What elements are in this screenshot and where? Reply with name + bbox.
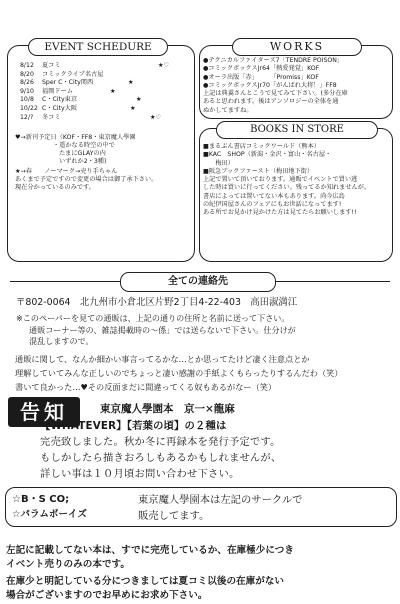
event-name: 福岡ドーム xyxy=(42,87,73,95)
event-mark-icon: ★♡ xyxy=(158,62,170,69)
contact-notes xyxy=(16,313,392,348)
store-note: ある所でお見かけ見かけた方は見てたらお願いします!! xyxy=(203,209,357,217)
notice-badge-label: 告知 xyxy=(20,400,68,424)
event-note-line: たまにGLAYの内 xyxy=(59,150,106,157)
event-date: 10/8 xyxy=(20,96,34,104)
cooperation-circle-2: ☆パラムボーイズ xyxy=(12,509,87,520)
cooperation-circle-1: ☆B・S CO; xyxy=(12,494,70,505)
event-date: 12/? xyxy=(20,113,34,121)
event-item xyxy=(20,71,103,79)
contact-address: 〒802-0064 北九州市小倉北区片野2丁目4-22-403 高田淑満江 xyxy=(16,297,298,308)
event-name: C・City大阪 xyxy=(42,105,78,112)
event-note-line: ・遥かなる時空の中で xyxy=(53,142,115,149)
store-note: 書店によっては置いてない本もあります。尚今広島 xyxy=(203,192,345,200)
notice-line: もしかしたら描きおろしもあるかもしれませんが、 xyxy=(40,452,282,464)
contact-handwritten xyxy=(15,352,393,394)
event-date: 8/12 xyxy=(20,62,34,69)
event-item xyxy=(20,87,116,96)
event-note-line: あくまで予定ですので変更の場合は御了承下さい。 xyxy=(15,176,158,183)
notice-titles: 【WHATEVER】【若葉の頃】の２種は xyxy=(40,420,227,432)
works-list xyxy=(203,57,389,115)
contact-note-line: 通販コーナー等の、雑誌掲載時の〜係」では送らないで下さい。仕分けが xyxy=(29,324,296,335)
notice-circle: 東京魔人學園本 京一×龍麻 xyxy=(100,403,235,415)
store-title: BOOKS IN STORE xyxy=(216,121,378,139)
contact-note-line: ※このペーパーを見ての通販は、上記の通りの住所と名前に送って下さい。 xyxy=(16,313,290,323)
work-item: ●コミックボックスJr70「がんばれ大将！」FF8 xyxy=(203,81,337,89)
store-list xyxy=(203,143,389,218)
store-note: の紀伊国屋さんのフェアにもお世話になってます! xyxy=(203,201,342,209)
store-item: ■KAC SHOP（新潟・金沢・富山・名古屋・ xyxy=(203,151,332,159)
notice-line: 詳しい事は１０月頃お問い合わせ下さい。 xyxy=(40,468,240,480)
work-note: あると思われます。後はアンソロジーの全体を通 xyxy=(203,98,339,106)
event-note-line: ♥→新刊予定日（KOF・FF8・東京魔人學園 xyxy=(15,134,136,141)
event-date: 8/26 xyxy=(20,79,34,87)
event-note-line: ★→春 ノーマーク→売り手ちゃん xyxy=(15,168,118,175)
cooperation-text: 東京魔人學園本は左記のサークルで xyxy=(138,494,303,506)
event-name: C・City東京 xyxy=(42,96,78,104)
event-item xyxy=(20,62,170,70)
footer-notice: イベント売りのみの本です。 xyxy=(6,559,130,570)
work-item: ●テクニカルファイターズ7「TENDRE POISON」 xyxy=(203,57,344,64)
store-item: 梅田） xyxy=(203,159,234,167)
event-item xyxy=(20,105,136,113)
contact-hand-line: 通販に関して、なんか細かい事言ってるかな…とか思ってたけど凄く注意点とか xyxy=(15,354,310,364)
event-mark-icon: ★ xyxy=(136,96,142,104)
contact-hand-line: 理解していてみんな正しいのでちょっと凄い感謝の手紙よくもらったりするんだわ（笑） xyxy=(15,368,343,378)
work-note: ぬかしてますね。 xyxy=(203,106,253,114)
works-title: WORKS xyxy=(232,38,362,56)
event-schedule-title: EVENT SCHEDURE xyxy=(28,38,168,56)
footer-notice: 在庫少と明記している分につきましては夏コミ以後の在庫がない xyxy=(6,576,285,587)
event-name: コミックライブ名古屋 xyxy=(42,70,104,78)
work-note: 上記は典翼さんとこうで見てみて下さい。(多分在庫 xyxy=(203,90,348,98)
event-item xyxy=(20,113,162,122)
event-date: 9/10 xyxy=(20,87,34,95)
event-mark-icon: ★ xyxy=(128,79,134,87)
event-note-line: いずれか2・3種) xyxy=(59,158,107,165)
notice-line: 完売致しました。秋か冬に再録本を発行予定です。 xyxy=(40,436,281,448)
contact-title: 全ての連絡先 xyxy=(120,272,276,292)
work-item: ●コミックボックスJr64「熱愛発覚」KOF xyxy=(203,65,320,73)
store-note: 上記で置いて頂いております。通販でイベントで買い逃 xyxy=(203,176,358,184)
contact-note-line: 混乱しますので。 xyxy=(29,336,94,346)
event-note xyxy=(15,134,191,192)
event-date: 10/22 xyxy=(20,105,38,112)
store-note: した時は買いに行ってください。残ってるか知れませんが。 xyxy=(203,184,371,192)
store-item: ■阪急ブックファースト（梅田地下街） xyxy=(203,167,314,175)
event-note-line: 現在分かっているのみです。 xyxy=(15,184,95,191)
contact-hand-line: 書いて良かった…♥その反面まだに間違ってくる奴もあるがなー（笑） xyxy=(15,382,277,392)
event-name: Sper C・City関西 xyxy=(42,79,94,87)
footer-notice: 場合がございますのでお早めにお求め下さい。 xyxy=(6,590,208,601)
event-mark-icon: ★♡ xyxy=(150,113,162,121)
event-mark-icon: ★ xyxy=(130,105,136,112)
event-item xyxy=(20,79,134,87)
store-item: ■まるぶん書店コミックワールド（熊本） xyxy=(203,143,320,150)
event-name: 冬コミ xyxy=(42,113,61,121)
event-name: 夏コミ xyxy=(42,62,61,69)
cooperation-text: 販売してます。 xyxy=(138,510,210,522)
event-item xyxy=(20,96,142,104)
event-date: 8/20 xyxy=(20,70,34,78)
footer-notice: 左記に記載してない本は、すでに完売しているか、在庫極少につき xyxy=(6,545,294,556)
event-mark-icon: ★ xyxy=(110,87,116,95)
work-item: ●オーラ出版「赤」 「Promiss」KOF xyxy=(203,73,319,81)
